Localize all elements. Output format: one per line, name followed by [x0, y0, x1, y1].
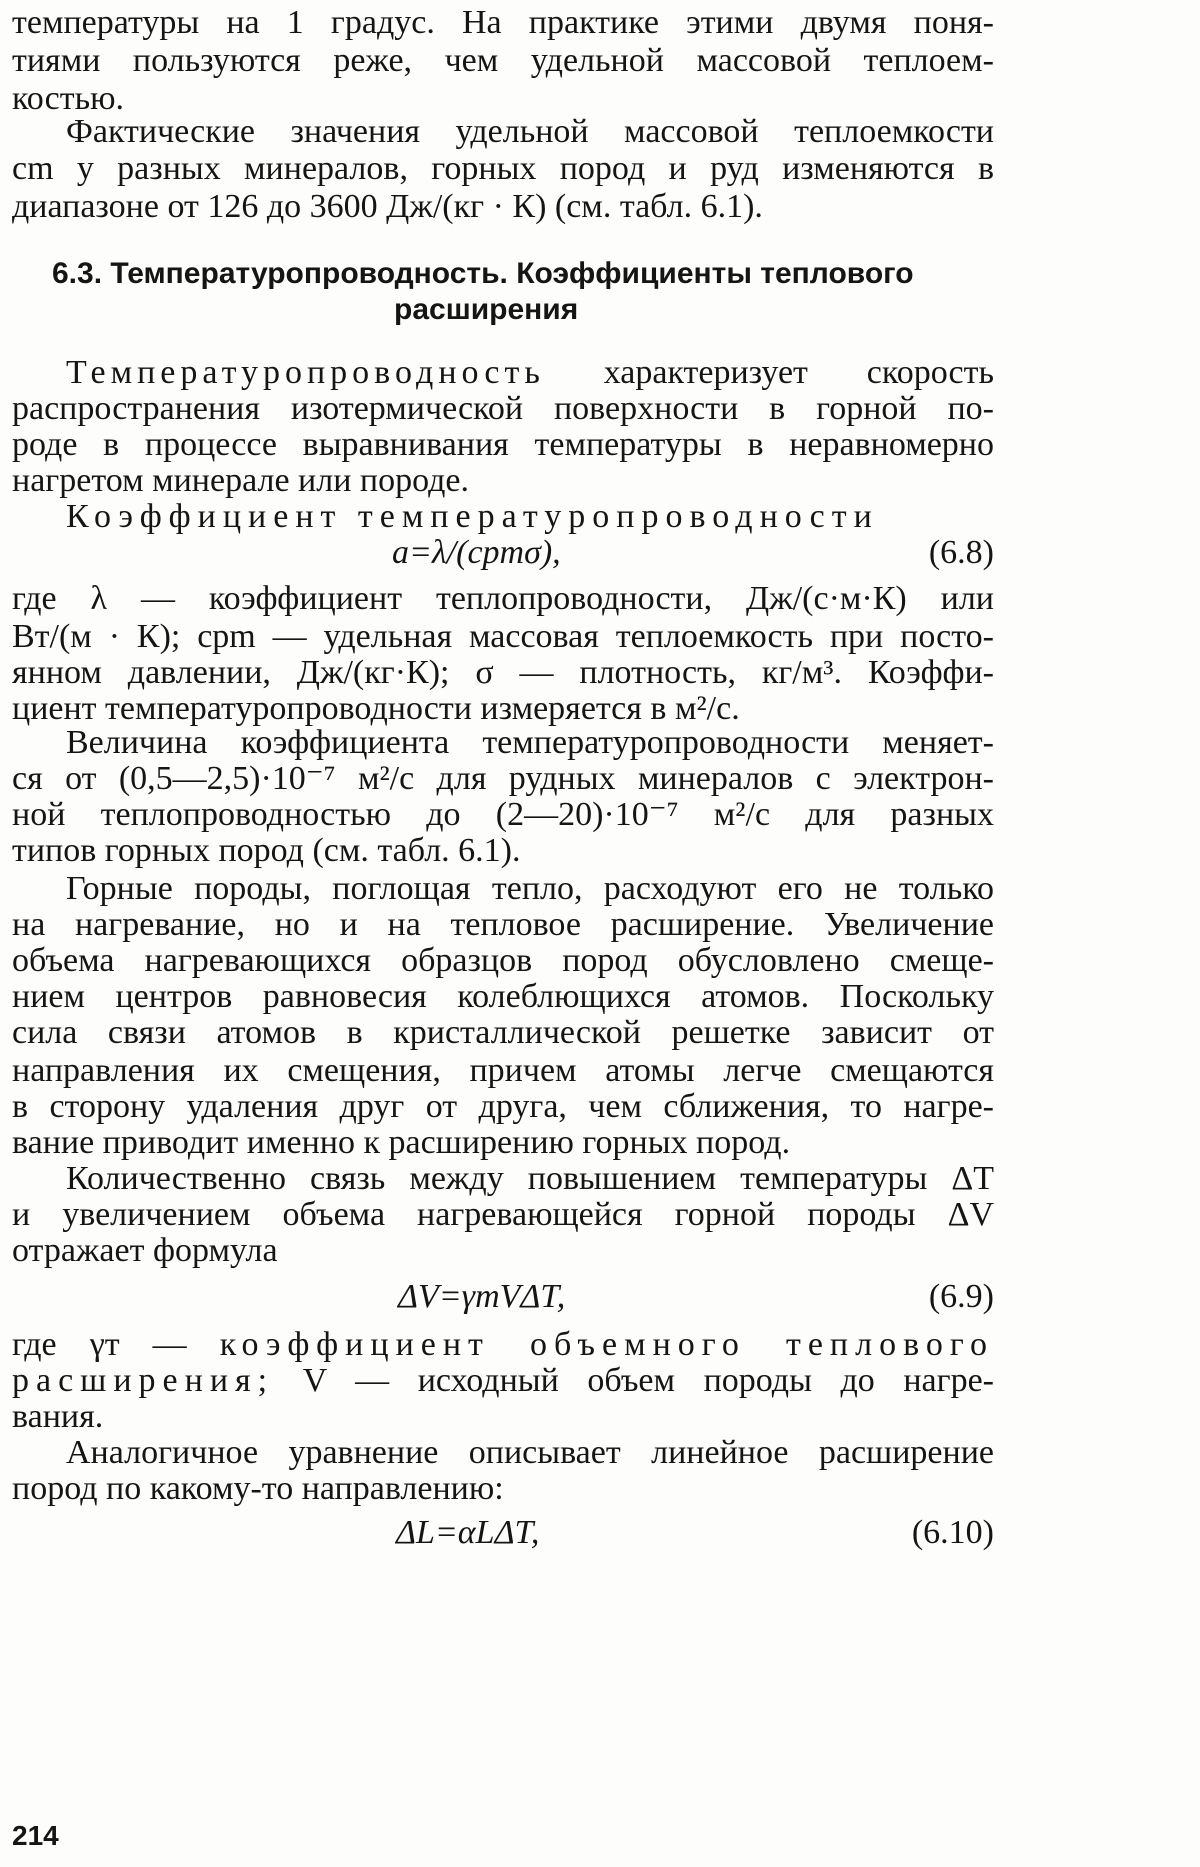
text-line: тиями пользуются реже, чем удельной массовой теплоем- [12, 42, 994, 79]
text-fragment: где γт — [12, 1326, 187, 1363]
text-line: cm у разных минералов, горных пород и руд изменяются в [12, 150, 994, 187]
section-heading-line1: 6.3. Температуропроводность. Коэффициенты теплового [52, 257, 914, 290]
equation-number: (6.10) [911, 1514, 994, 1551]
formula-6-10: ΔL=αLΔT, [396, 1514, 540, 1551]
text-line: вания. [12, 1398, 104, 1435]
text-line [12, 1362, 994, 1400]
formula-6-8: a=λ/(cpmσ), [392, 534, 561, 571]
text-line [12, 1326, 994, 1364]
text-line: направления их смещения, причем атомы легче смещаются [12, 1052, 994, 1089]
text-line: сила связи атомов в кристаллической решетке зависит от [12, 1014, 994, 1051]
text-line: объема нагревающихся образцов пород обусловлено смеще- [12, 942, 994, 979]
text-line: типов горных пород (см. табл. 6.1). [12, 832, 521, 869]
spaced-term: расширения; [12, 1362, 275, 1399]
section-heading-line2: расширения [394, 293, 579, 326]
text-fragment: характеризует скорость [603, 354, 994, 391]
text-line: янном давлении, Дж/(кг·К); σ — плотность, кг/м³. Коэффи- [12, 654, 994, 691]
text-line: в сторону удаления друг от друга, чем сближения, то нагре- [12, 1088, 994, 1125]
text-line: Величина коэффициента температуропроводности меняет- [66, 724, 994, 761]
text-line: Количественно связь между повышением температуры ΔT [66, 1160, 994, 1197]
text-line: нием центров равновесия колеблющихся атомов. Поскольку [12, 978, 994, 1015]
text-fragment: V — исходный объем породы до нагре- [302, 1362, 994, 1399]
text-line: пород по какому-то направлению: [12, 1470, 504, 1507]
text-line [66, 498, 926, 536]
equation-number: (6.8) [928, 534, 994, 571]
text-line: ной теплопроводностью до (2—20)·10⁻⁷ м²/с для разных [12, 796, 994, 833]
spaced-term: коэффициент объемного теплового [219, 1326, 994, 1363]
text-line: и увеличением объема нагревающейся горной породы ΔV [12, 1196, 994, 1233]
text-line: на нагревание, но и на тепловое расширение. Увеличение [12, 906, 994, 943]
text-line: где λ — коэффициент теплопроводности, Дж/(с·м·К) или [12, 580, 994, 617]
text-line: ся от (0,5—2,5)·10⁻⁷ м²/с для рудных минералов с электрон- [12, 760, 994, 797]
text-line: циент температуропроводности измеряется в м²/с. [12, 690, 740, 727]
text-line: нагретом минерале или породе. [12, 462, 470, 499]
text-line: роде в процессе выравнивания температуры в неравномерно [12, 426, 994, 463]
text-line: отражает формула [12, 1232, 278, 1269]
text-line: диапазоне от 126 до 3600 Дж/(кг · К) (см. табл. 6.1). [12, 188, 763, 225]
text-line: Вт/(м · К); cpm — удельная массовая теплоемкость при посто- [12, 618, 994, 655]
spaced-term: Коэффициент температуропроводности [66, 498, 879, 535]
text-line: температуры на 1 градус. На практике этими двумя поня- [12, 4, 994, 41]
formula-6-9: ΔV=γтVΔT, [398, 1278, 566, 1315]
text-line [66, 354, 994, 392]
text-line: Аналогичное уравнение описывает линейное расширение [66, 1434, 994, 1471]
text-line: Горные породы, поглощая тепло, расходуют его не только [66, 870, 994, 907]
spaced-term: Температуропроводность [66, 354, 545, 391]
text-line: Фактические значения удельной массовой теплоемкости [66, 113, 994, 150]
text-line: костью. [12, 80, 124, 117]
text-line: вание приводит именно к расширению горных пород. [12, 1124, 791, 1161]
page-number: 214 [12, 1820, 59, 1851]
text-line: распространения изотермической поверхности в горной по- [12, 390, 994, 427]
equation-number: (6.9) [928, 1278, 994, 1315]
